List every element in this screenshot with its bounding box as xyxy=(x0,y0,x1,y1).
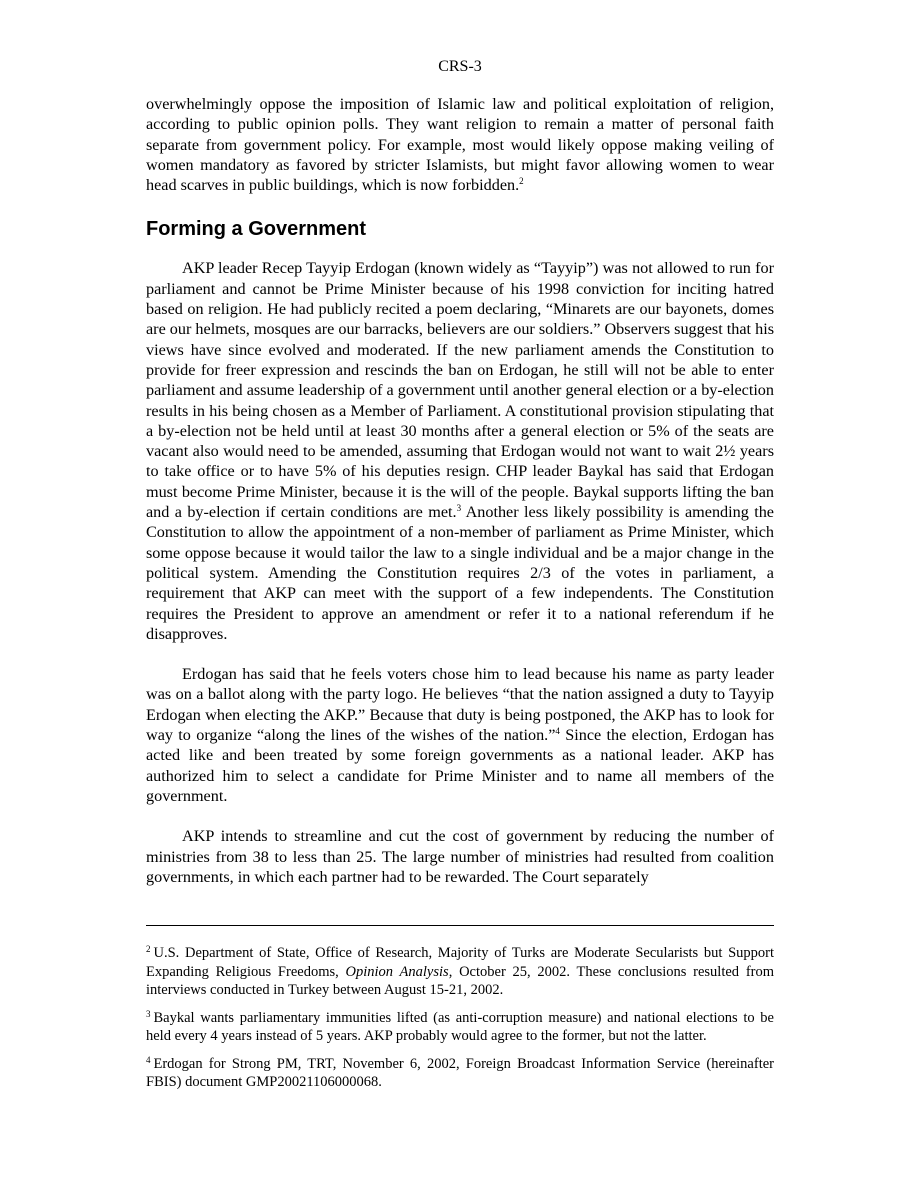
intro-paragraph xyxy=(146,94,774,195)
footnote-divider xyxy=(146,925,774,926)
footnote-text: Erdogan for Strong PM, TRT, November 6, 2002, Foreign Broadcast Information Service (hereinafter FBIS) document GMP20021106000068. xyxy=(146,1055,774,1090)
paragraph-text: Another less likely possibility is amending the Constitution to allow the appointment of a non-member of parliament as Prime Minister, which some oppose because it would tailor the law to a single individual and be a major change in the political system. Amending the Constitution requires 2/3 of the votes in parliament, a requirement that AKP can meet with the support of a few independents. The Constitution requires the President to approve an amendment or refer it to a national referendum if he disapproves. xyxy=(146,503,774,643)
footnote-3 xyxy=(146,1009,774,1046)
footnote-ref-4: 4 xyxy=(555,726,560,737)
paragraph-erdogan-ban xyxy=(146,258,774,644)
intro-text: overwhelmingly oppose the imposition of Islamic law and political exploitation of religion, according to public opinion polls. They want religion to remain a matter of personal faith separate from government policy. For example, most would likely oppose making veiling of women mandatory as favored by stricter Islamists, but might favor allowing women to wear head scarves in public buildings, which is now forbidden. xyxy=(146,95,774,195)
footnote-4 xyxy=(146,1055,774,1092)
footnote-italic-title: Opinion Analysis xyxy=(345,963,449,980)
paragraph-text: Erdogan has said that he feels voters chose him to lead because his name as party leader was on a ballot along with the party logo. He believes “that the nation assigned a duty to Tayyip Erdogan when electing the AKP.” Because that duty is being postponed, the AKP has to look for way to organize “along the lines of the wishes of the nation.” xyxy=(146,665,774,745)
paragraph-ministries xyxy=(146,826,774,887)
footnote-text: U.S. Department of State, Office of Research, Majority of Turks are Moderate Secularists but Support Expanding Religious Freedoms, xyxy=(146,945,774,980)
footnote-ref-3: 3 xyxy=(456,503,462,514)
footnote-number: 4 xyxy=(146,1054,151,1065)
footnote-text: Baykal wants parliamentary immunities lifted (as anti-corruption measure) and national elections to be held every 4 years instead of 5 years. AKP probably would agree to the former, but not the latter. xyxy=(146,1009,774,1044)
body-text xyxy=(146,94,774,887)
footnote-ref-2: 2 xyxy=(519,176,524,187)
footnote-text: , October 25, 2002. These conclusions resulted from interviews conducted in Turkey between August 15-21, 2002. xyxy=(146,963,775,998)
footnote-2 xyxy=(146,944,774,1000)
paragraph-text: Since the election, Erdogan has acted like and been treated by some foreign governments as a national leader. AKP has authorized him to select a candidate for Prime Minister and to name all members of the government. xyxy=(146,726,774,805)
footnote-number: 2 xyxy=(146,944,151,954)
footnote-number: 3 xyxy=(146,1008,151,1019)
paragraph-text: AKP leader Recep Tayyip Erdogan (known widely as “Tayyip”) was not allowed to run for parliament and cannot be Prime Minister because of his 1998 conviction for inciting hatred based on religion. He had publicly recited a poem declaring, “Minarets are our bayonets, domes are our helmets, mosques are our barracks, believers are our soldiers.” Observers suggest that his views have since evolved and moderated. If the new parliament amends the Constitution to provide for freer expression and rescinds the ban on Erdogan, he still will not be able to enter parliament and assume leadership of a government until another general election or a by-election results in his being chosen as a Member of Parliament. A constitutional provision stipulating that a by-election not be held until at least 30 months after a general election or 5% of the seats are vacant also would need to be amended, assuming that Erdogan would not want to wait 2½ years to take office or to have 5% of his deputies resign. CHP leader Baykal has said that Erdogan must become Prime Minister, because it is the will of the people. Baykal supports lifting the ban and a by-election if certain conditions are met. xyxy=(146,259,774,522)
paragraph-text: AKP intends to streamline and cut the cost of government by reducing the number of ministries from 38 to less than 25. The large number of ministries had resulted from coalition governments, in which each partner had to be rewarded. The Court separately xyxy=(146,827,774,886)
section-heading: Forming a Government xyxy=(146,218,367,241)
page-number: CRS-3 xyxy=(438,58,482,75)
paragraph-erdogan-mandate xyxy=(146,664,774,806)
footnotes xyxy=(146,944,774,1101)
